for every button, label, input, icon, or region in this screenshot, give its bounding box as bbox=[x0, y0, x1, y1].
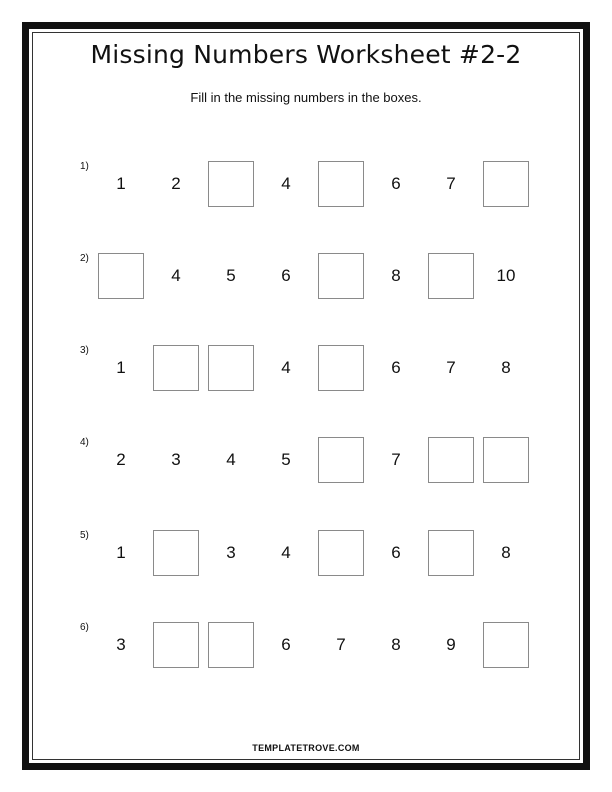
given-number: 4 bbox=[226, 450, 236, 469]
given-number: 8 bbox=[501, 543, 511, 562]
answer-box[interactable] bbox=[483, 437, 529, 483]
given-number: 7 bbox=[446, 358, 456, 377]
given-number: 5 bbox=[281, 450, 291, 469]
answer-box[interactable] bbox=[428, 437, 474, 483]
given-number: 6 bbox=[281, 266, 291, 285]
given-number: 4 bbox=[281, 543, 291, 562]
given-number: 6 bbox=[391, 174, 401, 193]
answer-box[interactable] bbox=[318, 345, 364, 391]
footer-brand: TEMPLATETROVE.COM bbox=[252, 743, 360, 753]
problem-row bbox=[0, 437, 612, 487]
answer-box[interactable] bbox=[428, 253, 474, 299]
answer-box[interactable] bbox=[428, 530, 474, 576]
answer-box[interactable] bbox=[153, 345, 199, 391]
problem-number: 6) bbox=[80, 622, 89, 633]
answer-box[interactable] bbox=[318, 253, 364, 299]
given-number: 8 bbox=[501, 358, 511, 377]
answer-box[interactable] bbox=[483, 622, 529, 668]
given-number: 1 bbox=[116, 174, 126, 193]
given-number: 8 bbox=[391, 266, 401, 285]
given-number: 7 bbox=[446, 174, 456, 193]
given-number: 9 bbox=[446, 635, 456, 654]
given-number: 6 bbox=[391, 543, 401, 562]
answer-box[interactable] bbox=[153, 622, 199, 668]
problem-number: 4) bbox=[80, 437, 89, 448]
answer-box[interactable] bbox=[98, 253, 144, 299]
answer-box[interactable] bbox=[208, 622, 254, 668]
given-number: 6 bbox=[391, 358, 401, 377]
problem-row bbox=[0, 161, 612, 211]
problem-row bbox=[0, 622, 612, 672]
problem-row bbox=[0, 253, 612, 303]
problem-number: 3) bbox=[80, 345, 89, 356]
given-number: 5 bbox=[226, 266, 236, 285]
answer-box[interactable] bbox=[483, 161, 529, 207]
problem-row bbox=[0, 530, 612, 580]
answer-box[interactable] bbox=[318, 530, 364, 576]
problem-number: 2) bbox=[80, 253, 89, 264]
given-number: 4 bbox=[281, 358, 291, 377]
given-number: 3 bbox=[226, 543, 236, 562]
given-number: 8 bbox=[391, 635, 401, 654]
given-number: 2 bbox=[116, 450, 126, 469]
problem-number: 1) bbox=[80, 161, 89, 172]
problem-number: 5) bbox=[80, 530, 89, 541]
given-number: 7 bbox=[391, 450, 401, 469]
given-number: 1 bbox=[116, 358, 126, 377]
answer-box[interactable] bbox=[153, 530, 199, 576]
given-number: 7 bbox=[336, 635, 346, 654]
given-number: 10 bbox=[496, 266, 516, 285]
given-number: 4 bbox=[171, 266, 181, 285]
given-number: 3 bbox=[171, 450, 181, 469]
answer-box[interactable] bbox=[318, 161, 364, 207]
given-number: 6 bbox=[281, 635, 291, 654]
given-number: 4 bbox=[281, 174, 291, 193]
answer-box[interactable] bbox=[318, 437, 364, 483]
given-number: 3 bbox=[116, 635, 126, 654]
problem-row bbox=[0, 345, 612, 395]
worksheet-instructions: Fill in the missing numbers in the boxes. bbox=[190, 90, 422, 105]
worksheet-title: Missing Numbers Worksheet #2-2 bbox=[90, 40, 522, 69]
answer-box[interactable] bbox=[208, 161, 254, 207]
given-number: 1 bbox=[116, 543, 126, 562]
given-number: 2 bbox=[171, 174, 181, 193]
answer-box[interactable] bbox=[208, 345, 254, 391]
